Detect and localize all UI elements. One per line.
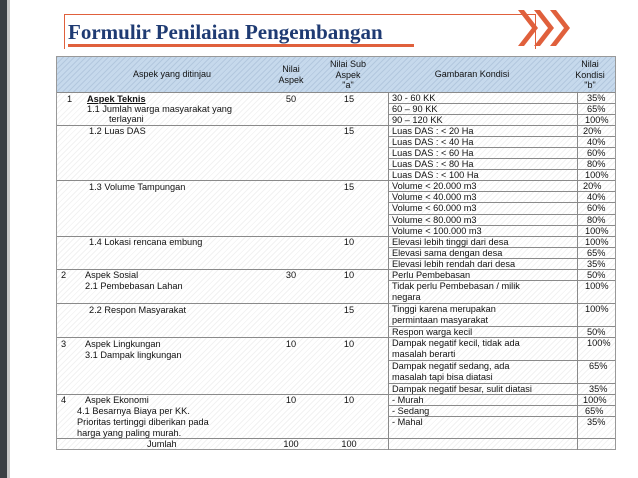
kondisi-text: - Murah	[392, 395, 424, 405]
kondisi-value: 50%	[587, 270, 606, 280]
section-title: Aspek Ekonomi	[85, 395, 149, 405]
nilai-aspek: 50	[285, 94, 297, 104]
row-number: 4	[61, 395, 67, 405]
left-accent-bar-light	[7, 0, 10, 478]
kondisi-value: 40%	[587, 192, 606, 202]
kondisi-value: 80%	[587, 159, 606, 169]
kondisi-text: Dampak negatif sedang, ada	[392, 361, 510, 371]
kondisi-value: 65%	[587, 104, 606, 114]
section-title: Aspek Lingkungan	[85, 339, 161, 349]
kondisi-text: Elevasi sama dengan desa	[392, 248, 503, 258]
kondisi-value: 100%	[585, 226, 609, 236]
kondisi-text: - Mahal	[392, 417, 423, 427]
section-title: Aspek Sosial	[85, 270, 139, 280]
kondisi-value: 60%	[587, 148, 606, 158]
row-divider	[57, 180, 615, 181]
nilai-sub-aspek: 10	[343, 339, 355, 349]
kondisi-value: 100%	[585, 237, 609, 247]
section-title: Aspek Teknis	[87, 94, 146, 104]
kondisi-value: 100%	[585, 115, 609, 125]
kondisi-value: 65%	[587, 248, 606, 258]
page-title: Formulir Penilaian Pengembangan	[68, 20, 383, 44]
row-number: 1	[67, 94, 73, 104]
kondisi-text: 90 – 120 KK	[392, 115, 443, 125]
kondisi-value: 100%	[585, 281, 609, 291]
kondisi-value: 65%	[585, 406, 604, 416]
kondisi-text: Perlu Pembebasan	[392, 270, 471, 280]
kondisi-value: 35%	[589, 384, 608, 394]
kondisi-value: 100%	[587, 338, 611, 348]
kondisi-text: negara	[392, 292, 421, 302]
sub-aspek-label: 1.3 Volume Tampungan	[89, 182, 186, 192]
kondisi-value: 50%	[587, 327, 606, 337]
kondisi-text: Volume < 100.000 m3	[392, 226, 482, 236]
nilai-sub-aspek: 15	[343, 182, 355, 192]
kondisi-text: masalah berarti	[392, 349, 456, 359]
kondisi-text: Dampak negatif kecil, tidak ada	[392, 338, 520, 348]
header-nilai-aspek: Nilai Aspek	[278, 64, 304, 85]
kondisi-value: 100%	[585, 170, 609, 180]
assessment-table	[56, 56, 616, 450]
sub-aspek-label: 1.2 Luas DAS	[89, 126, 146, 136]
chevron-right-icon	[514, 8, 574, 48]
kondisi-value: 65%	[589, 361, 608, 371]
kondisi-text: Luas DAS : < 80 Ha	[392, 159, 474, 169]
total-nilai-aspek: 100	[283, 439, 299, 449]
sub-aspek-label: 1.4 Lokasi rencana embung	[89, 237, 203, 247]
sub-aspek-label: Prioritas tertinggi diberikan pada	[77, 417, 209, 427]
header-aspek: Aspek yang ditinjau	[132, 69, 212, 79]
kondisi-text: Elevasi lebih rendah dari desa	[392, 259, 516, 269]
kondisi-text: Respon warga kecil	[392, 327, 473, 337]
kondisi-text: permintaan masyarakat	[392, 315, 489, 325]
header-nilai-kondisi: Nilai Kondisi "b"	[575, 59, 605, 90]
nilai-sub-aspek: 10	[343, 270, 355, 280]
kondisi-text: - Sedang	[392, 406, 430, 416]
row-number: 2	[61, 270, 67, 280]
kondisi-value: 20%	[583, 126, 602, 136]
kondisi-value: 35%	[587, 259, 606, 269]
row-divider	[57, 92, 615, 93]
kondisi-value: 35%	[587, 93, 606, 103]
title-underline	[68, 44, 414, 47]
kondisi-value: 80%	[587, 215, 606, 225]
sub-aspek-label: 2.1 Pembebasan Lahan	[85, 281, 183, 291]
kondisi-text: Luas DAS : < 20 Ha	[392, 126, 474, 136]
sub-aspek-label: 3.1 Dampak lingkungan	[85, 350, 182, 360]
kondisi-value: 100%	[583, 395, 607, 405]
kondisi-value: 20%	[583, 181, 602, 191]
kondisi-value: 40%	[587, 137, 606, 147]
kondisi-text: Elevasi lebih tinggi dari desa	[392, 237, 509, 247]
nilai-aspek: 10	[285, 395, 297, 405]
nilai-aspek: 30	[285, 270, 297, 280]
kondisi-text: Volume < 40.000 m3	[392, 192, 477, 202]
header-nilai-sub-aspek: Nilai Sub Aspek "a"	[329, 59, 367, 90]
sub-aspek-label: 2.2 Respon Masyarakat	[89, 305, 187, 315]
kondisi-value: 100%	[585, 304, 609, 314]
kondisi-value: 60%	[587, 203, 606, 213]
row-number: 3	[61, 339, 67, 349]
nilai-sub-aspek: 15	[343, 126, 355, 136]
kondisi-text: 60 – 90 KK	[392, 104, 438, 114]
kondisi-text: Luas DAS : < 100 Ha	[392, 170, 479, 180]
nilai-sub-aspek: 10	[343, 237, 355, 247]
nilai-aspek: 10	[285, 339, 297, 349]
kondisi-text: masalah tapi bisa diatasi	[392, 372, 493, 382]
kondisi-text: Luas DAS : < 60 Ha	[392, 148, 474, 158]
kondisi-text: Volume < 80.000 m3	[392, 215, 477, 225]
row-divider	[57, 303, 615, 304]
kondisi-text: Tidak perlu Pembebasan / milik	[392, 281, 520, 291]
left-accent-bar	[0, 0, 7, 478]
nilai-sub-aspek: 10	[343, 395, 355, 405]
kondisi-text: Volume < 20.000 m3	[392, 181, 477, 191]
sub-aspek-label: 1.1 Jumlah warga masyarakat yang	[87, 104, 233, 114]
kondisi-text: Luas DAS : < 40 Ha	[392, 137, 474, 147]
row-divider	[57, 269, 615, 270]
kondisi-text: Dampak negatif besar, sulit diatasi	[392, 384, 532, 394]
row-divider	[57, 337, 615, 338]
total-label: Jumlah	[147, 439, 177, 449]
col-divider	[388, 92, 389, 450]
col-divider	[577, 92, 578, 450]
total-nilai-sub-aspek: 100	[341, 439, 357, 449]
kondisi-text: 30 - 60 KK	[392, 93, 436, 103]
sub-aspek-label: 4.1 Besarnya Biaya per KK.	[77, 406, 190, 416]
kondisi-value: 35%	[587, 417, 606, 427]
header-gambaran-kondisi: Gambaran Kondisi	[434, 69, 510, 79]
sub-aspek-label: terlayani	[109, 114, 144, 124]
nilai-sub-aspek: 15	[343, 305, 355, 315]
sub-aspek-label: harga yang paling murah.	[77, 428, 182, 438]
nilai-sub-aspek: 15	[343, 94, 355, 104]
kondisi-text: Tinggi karena merupakan	[392, 304, 496, 314]
kondisi-text: Volume < 60.000 m3	[392, 203, 477, 213]
